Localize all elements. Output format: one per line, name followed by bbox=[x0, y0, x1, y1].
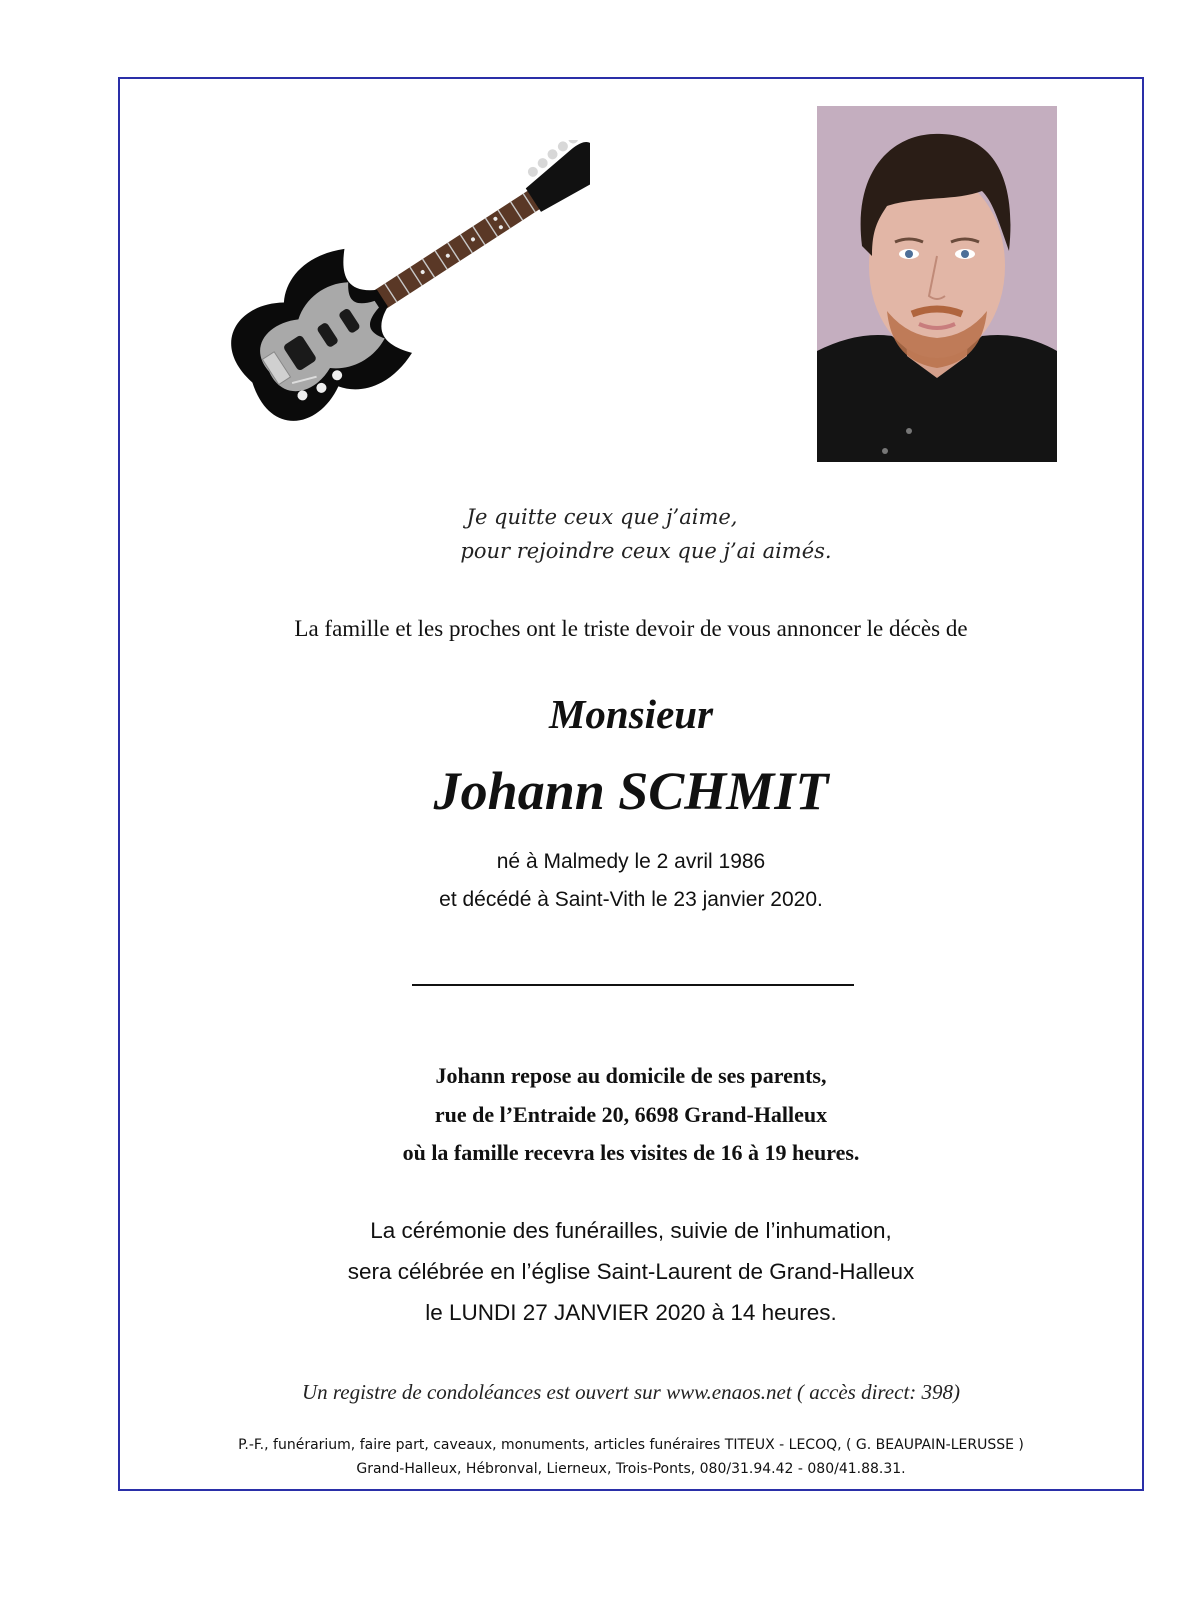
ceremony-info bbox=[118, 1210, 1144, 1333]
announcement-intro: La famille et les proches ont le triste devoir de vous annoncer le décès de bbox=[294, 616, 968, 641]
footer-line-2: Grand-Halleux, Hébronval, Lierneux, Trois-Ponts, 080/31.94.42 - 080/41.88.31. bbox=[356, 1461, 906, 1477]
deceased-name: Johann SCHMIT bbox=[433, 761, 829, 821]
electric-guitar-image bbox=[200, 140, 590, 440]
poem bbox=[118, 500, 1144, 568]
visitation-info bbox=[118, 1057, 1144, 1173]
ceremony-line-2: sera célébrée en l’église Saint-Laurent de Grand-Halleux bbox=[347, 1259, 915, 1284]
poem-line-2: pour rejoindre ceux que j’ai aimés. bbox=[460, 539, 832, 563]
funeral-home-footer bbox=[118, 1433, 1144, 1481]
poem-line-1: Je quitte ceux que j’aime, bbox=[466, 505, 738, 529]
birth-info: né à Malmedy le 2 avril 1986 bbox=[496, 850, 766, 873]
death-info: et décédé à Saint-Vith le 23 janvier 2020. bbox=[439, 888, 823, 911]
condolence-registry: Un registre de condoléances est ouvert sur www.enaos.net ( accès direct: 398) bbox=[301, 1380, 961, 1404]
visitation-line-1: Johann repose au domicile de ses parents, bbox=[435, 1063, 827, 1088]
life-dates bbox=[118, 843, 1144, 919]
honorific-title: Monsieur bbox=[548, 691, 714, 737]
ceremony-line-1: La cérémonie des funérailles, suivie de l’inhumation, bbox=[370, 1218, 892, 1243]
footer-line-1: P.-F., funérarium, faire part, caveaux, monuments, articles funéraires TITEUX - LECOQ, ( G. BEAUPAIN-LERUSSE ) bbox=[238, 1437, 1024, 1453]
divider-line bbox=[412, 984, 854, 986]
visitation-line-3: où la famille recevra les visites de 16 à 19 heures. bbox=[402, 1140, 860, 1165]
portrait-photo bbox=[817, 106, 1057, 462]
ceremony-line-3: le LUNDI 27 JANVIER 2020 à 14 heures. bbox=[425, 1300, 837, 1325]
visitation-line-2: rue de l’Entraide 20, 6698 Grand-Halleux bbox=[434, 1101, 828, 1127]
